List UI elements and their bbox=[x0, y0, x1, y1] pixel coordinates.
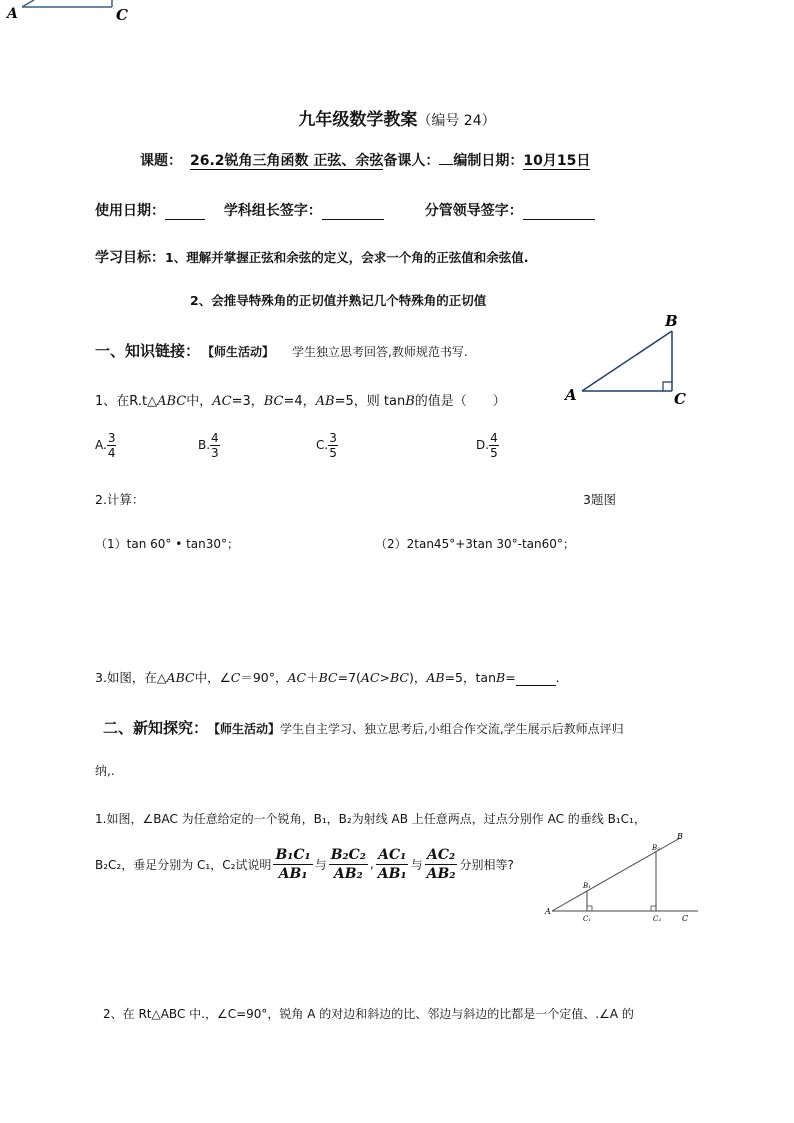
q3-prefix: 3.如图，在△ bbox=[95, 670, 167, 685]
right-angle-c1 bbox=[587, 906, 592, 911]
q3-answer-blank[interactable] bbox=[516, 671, 556, 686]
q3-mid5: =5，tan bbox=[444, 670, 496, 685]
title-sub: （编号 24） bbox=[417, 113, 496, 129]
p1-prefix: B₂C₂，垂足分别为 C₁，C₂试说明 bbox=[95, 857, 272, 872]
objectives-line-1 bbox=[95, 247, 528, 267]
q1-eq5: =5，则 tan bbox=[334, 394, 406, 409]
fraction-ac2-ab2: $\frac{\text{AC₂}}{\text{AB₂}}$ bbox=[426, 846, 456, 882]
fig1-label-a: A bbox=[565, 386, 577, 404]
fig2-b1: B₁ bbox=[583, 882, 591, 890]
q1-suffix: 的值是（ ） bbox=[414, 394, 506, 409]
option-a-fraction: $\frac{3}{4}$ bbox=[107, 431, 116, 460]
option-b-label: B. bbox=[198, 438, 211, 452]
q2-part-1: （1）tan 60° • tan30°； bbox=[95, 537, 240, 551]
course-label: 课题： bbox=[140, 153, 182, 169]
question-1 bbox=[95, 390, 506, 409]
p1-yu-1: 与 bbox=[314, 857, 327, 872]
problem-1-line-1: 1.如图，∠BAC 为任意给定的一个锐角，B₁，B₂为射线 AB 上任意两点，过点分别作 AC 的垂线 B₁C₁， bbox=[95, 812, 646, 826]
use-date-label: 使用日期： bbox=[95, 203, 165, 219]
q1-ab: AB bbox=[315, 394, 335, 409]
problem-2: 2、在 Rt△ABC 中.，∠C=90°，锐角 A 的对边和斜边的比、邻边与斜边的比都是一个定值、.∠A 的 bbox=[103, 1007, 634, 1021]
course-topic: 26.2锐角三角函数 正弦、余弦 bbox=[190, 153, 384, 169]
label-a: A bbox=[7, 6, 18, 22]
group-leader-label: 学科组长签字： bbox=[223, 203, 322, 219]
p1-yu-2: 与 bbox=[410, 857, 423, 872]
preparer-label: 备课人： bbox=[383, 153, 440, 169]
q1-eq4: =4， bbox=[283, 394, 316, 409]
q1-mid: 中， bbox=[186, 394, 213, 409]
fraction-ac1-ab1: $\frac{\text{AC₁}}{\text{AB₁}}$ bbox=[377, 846, 407, 882]
fig2-c: C bbox=[682, 914, 689, 923]
q3-b: B bbox=[496, 670, 506, 685]
q1-bc: BC bbox=[263, 394, 284, 409]
fig2-a: A bbox=[545, 907, 551, 916]
option-b[interactable] bbox=[198, 431, 220, 460]
q3-ab: AB bbox=[426, 670, 445, 685]
date-label: 编制日期： bbox=[453, 153, 524, 169]
q3-mid3: =7( bbox=[337, 670, 361, 685]
leader-label: 分管领导签字： bbox=[424, 203, 523, 219]
fig1-label-b: B bbox=[665, 312, 678, 330]
q1-ac: AC bbox=[212, 394, 232, 409]
section2-heading-line bbox=[103, 717, 624, 738]
group-leader-blank bbox=[322, 205, 384, 220]
q1-eq3: =3， bbox=[231, 394, 264, 409]
triangle-hyp-line bbox=[22, 0, 34, 7]
p1-suffix: 分别相等? bbox=[459, 857, 514, 872]
section1-heading-line bbox=[95, 340, 468, 361]
fig2-c2: C₂ bbox=[653, 915, 662, 923]
q3-ac: AC bbox=[287, 670, 307, 685]
section1-desc: 学生独立思考回答,教师规范书写. bbox=[292, 345, 468, 359]
page-title bbox=[0, 105, 794, 130]
option-b-fraction: $\frac{4}{3}$ bbox=[211, 431, 219, 460]
preparer-value bbox=[439, 164, 453, 165]
q3-mid4: )， bbox=[408, 670, 427, 685]
date-value: 10月15日 bbox=[523, 153, 591, 169]
problem-1-line-2 bbox=[95, 842, 514, 886]
triangle-figure-1 bbox=[560, 308, 700, 408]
q3-end: . bbox=[555, 670, 560, 685]
q3-suffix: = bbox=[505, 670, 516, 685]
option-a[interactable] bbox=[95, 431, 116, 460]
option-c-fraction: $\frac{3}{5}$ bbox=[329, 431, 337, 460]
q3-condition: AC>BC bbox=[360, 670, 409, 685]
right-angle-c2 bbox=[651, 906, 656, 911]
option-a-label: A. bbox=[95, 438, 107, 452]
section2-desc-cont: 纳,. bbox=[95, 764, 115, 778]
course-line bbox=[140, 150, 590, 170]
option-c-label: C. bbox=[316, 438, 329, 452]
q1-triangle: ABC bbox=[157, 394, 187, 409]
title-main: 九年级数学教案 bbox=[298, 110, 418, 130]
signature-line bbox=[95, 200, 595, 220]
q1-b: B bbox=[405, 394, 415, 409]
q3-mid2: ＝90°， bbox=[240, 670, 288, 685]
fraction-b2c2-ab2: $\frac{\text{B₂C₂}}{\text{AB₂}}$ bbox=[330, 846, 366, 882]
fig1-label-c: C bbox=[674, 390, 686, 408]
objective-1: 1、理解并掌握正弦和余弦的定义，会求一个角的正弦值和余弦值. bbox=[165, 250, 529, 265]
header-triangle-figure bbox=[0, 0, 140, 26]
option-d[interactable] bbox=[476, 431, 499, 460]
section2-tag: 【师生活动】 bbox=[214, 722, 281, 736]
label-c: C bbox=[116, 6, 128, 24]
option-c[interactable] bbox=[316, 431, 338, 460]
question-3 bbox=[95, 668, 560, 686]
q1-rt: R.t△ bbox=[129, 394, 158, 409]
objective-2: 2、会推导特殊角的正切值并熟记几个特殊角的正切值 bbox=[190, 293, 487, 308]
use-date-blank bbox=[165, 205, 205, 220]
ray-figure bbox=[540, 828, 710, 928]
p1-comma: , bbox=[369, 857, 374, 871]
hypotenuse-ab bbox=[582, 331, 672, 391]
section2-desc: 学生自主学习、独立思考后,小组合作交流,学生展示后教师点评归 bbox=[280, 722, 624, 736]
leader-blank bbox=[523, 205, 595, 220]
q2-label: 2.计算： bbox=[95, 492, 145, 507]
q3-abc: ABC bbox=[166, 670, 195, 685]
option-d-fraction: $\frac{4}{5}$ bbox=[490, 431, 498, 460]
q3-plus: ＋ bbox=[306, 670, 319, 685]
fig2-b2: B₂ bbox=[652, 844, 660, 852]
fig2-b: B bbox=[677, 832, 683, 841]
q2-part-2: （2）2tan45°+3tan 30°-tan60°； bbox=[375, 537, 575, 551]
ray-ab bbox=[552, 838, 680, 911]
objectives-label: 学习目标： bbox=[95, 250, 165, 266]
q1-prefix: 1、在 bbox=[95, 394, 130, 409]
q3-c: C bbox=[230, 670, 241, 685]
option-d-label: D. bbox=[476, 438, 490, 452]
q3-mid1: 中，∠ bbox=[194, 670, 231, 685]
right-angle-mark bbox=[663, 382, 672, 391]
section1-heading: 一、知识链接： bbox=[95, 342, 201, 360]
section1-tag: 【师生活动】 bbox=[208, 345, 275, 359]
q3-bc: BC bbox=[318, 670, 338, 685]
section2-heading: 二、新知探究： bbox=[103, 719, 209, 737]
fraction-b1c1-ab1: $\frac{\text{B₁C₁}}{\text{AB₁}}$ bbox=[275, 846, 311, 882]
fig2-c1: C₁ bbox=[583, 915, 592, 923]
fig1-caption: 3题图 bbox=[583, 492, 616, 507]
